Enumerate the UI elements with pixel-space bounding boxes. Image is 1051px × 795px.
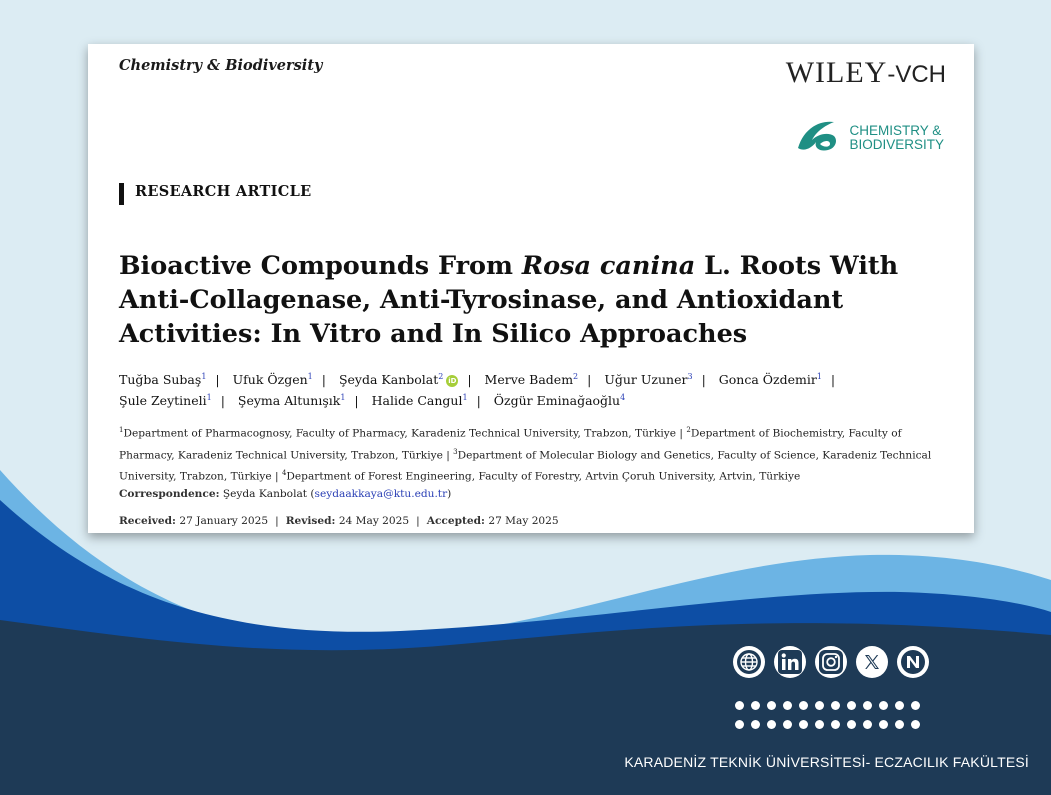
institution-label: KARADENİZ TEKNİK ÜNİVERSİTESİ- ECZACILIK FAKÜLTESİ	[624, 754, 1029, 770]
decorative-dot-grid	[735, 701, 920, 739]
cb-logo-mark-icon	[794, 118, 844, 154]
nsosyal-icon[interactable]	[897, 646, 929, 678]
article-header-card	[88, 44, 974, 533]
author[interactable]: Halide Cangul$^1$	[371, 393, 468, 409]
author[interactable]: Şule Zeytineli$^1$	[119, 393, 212, 409]
author[interactable]: Şeyda Kanbolat$^2$iD	[338, 372, 457, 388]
social-icons	[733, 646, 929, 678]
journal-name: Chemistry & Biodiversity	[119, 57, 323, 74]
wiley-vch-logo: WILEY-VCH	[785, 56, 946, 89]
author[interactable]: Uğur Uzuner$^3$	[604, 372, 693, 388]
author[interactable]: Tuğba Subaş$^1$	[119, 372, 207, 388]
instagram-icon[interactable]	[815, 646, 847, 678]
orcid-icon[interactable]: iD	[448, 377, 457, 386]
linkedin-icon[interactable]	[774, 646, 806, 678]
author[interactable]: Şeyma Altunışık$^1$	[237, 393, 346, 409]
x-icon[interactable]	[856, 646, 888, 678]
author[interactable]: Merve Badem$^2$	[484, 372, 579, 388]
author-list: Tuğba Subaş$^1$ | Ufuk Özgen$^1$ | Şeyda Kanbolat$^2$iD | Merve Badem$^2$ | Uğur Uzuner$^3$ | Gonca Özdemir$^1$ | Şule Zeytineli$^1$ | Şeyma Altunışık$^1$ | Halide Cangul$^1$ | Özgür Eminağaoğlu$^4$	[119, 372, 836, 409]
correspondence: Correspondence: Şeyda Kanbolat (seydaakkaya@ktu.edu.tr)	[119, 488, 452, 500]
affiliations: $^1$Department of Pharmacognosy, Faculty of Pharmacy, Karadeniz Technical University, Trabzon, Türkiye | $^2$Department of Biochemistry, Faculty of Pharmacy, Karadeniz Technical University, Trabzon, Türkiye | $^3$Department of Molecular Biology and Genetics, Faculty of Science, Karadeniz Technical University, Trabzon, Türkiye | $^4$Department of Forest Engineering, Faculty of Forestry, Artvin Çoruh University, Artvin, Türkiye	[119, 426, 932, 483]
correspondence-email-link[interactable]: seydaakkaya@ktu.edu.tr	[314, 488, 448, 500]
author[interactable]: Özgür Eminağaoğlu$^4$	[493, 393, 626, 409]
chemistry-biodiversity-logo	[794, 116, 944, 156]
cb-logo-line1: CHEMISTRY &	[849, 123, 942, 138]
species-name: Rosa canina	[521, 251, 696, 281]
globe-icon[interactable]	[733, 646, 765, 678]
article-type-label: RESEARCH ARTICLE	[119, 183, 311, 205]
article-title: Bioactive Compounds From Rosa canina L. Roots With Anti-Collagenase, Anti-Tyrosinase, and Antioxidant Activities: In Vitro and In Silico Approaches	[119, 251, 899, 349]
author[interactable]: Ufuk Özgen$^1$	[232, 372, 313, 388]
cb-logo-line2: BIODIVERSITY	[849, 137, 944, 152]
article-dates: Received: 27 January 2025 | Revised: 24 May 2025 | Accepted: 27 May 2025	[119, 515, 559, 527]
author[interactable]: Gonca Özdemir$^1$	[718, 372, 822, 388]
